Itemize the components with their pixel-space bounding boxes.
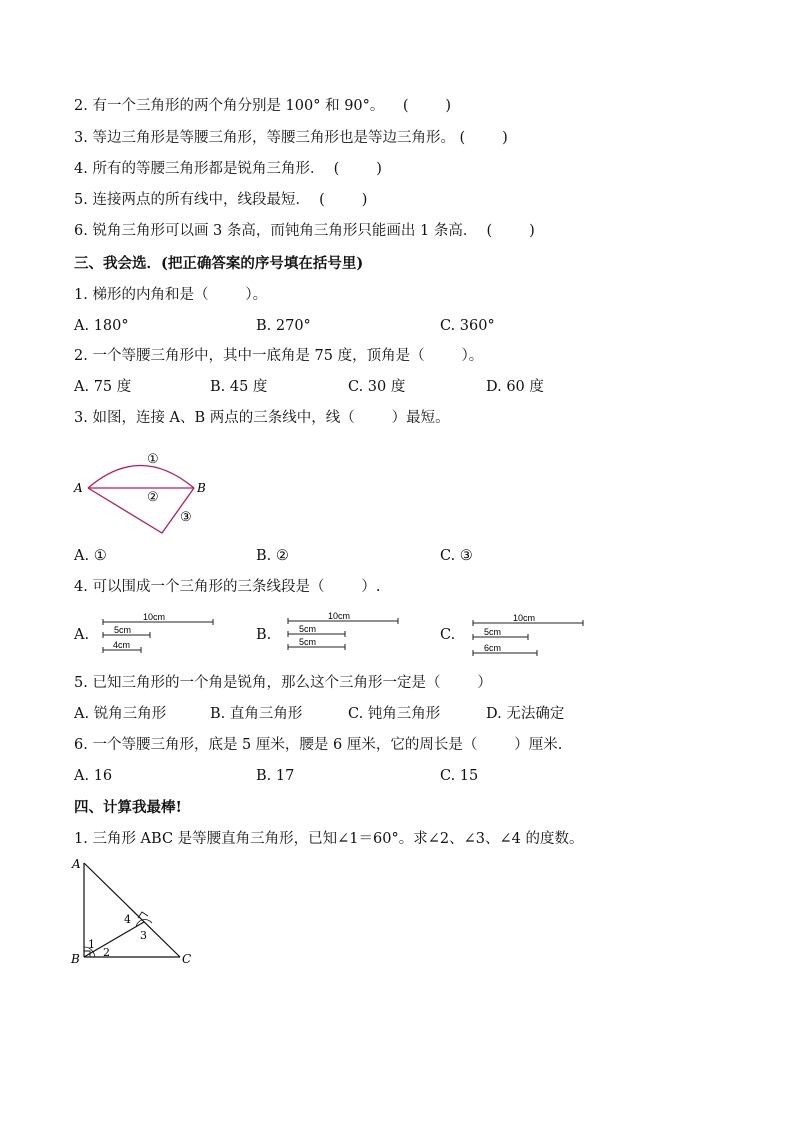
line-2-label: ② <box>147 490 159 505</box>
q3-2-option-a: A. 75 度 <box>74 379 132 395</box>
q3-2-option-d: D. 60 度 <box>486 379 544 395</box>
path-figure <box>70 443 210 538</box>
q3-6-option-a: A. 16 <box>74 768 113 784</box>
q3-4-option-b: B. <box>256 627 272 643</box>
q3-6-option-b: B. 17 <box>256 768 295 784</box>
q3-2-option-b: B. 45 度 <box>210 379 268 395</box>
judge-item-3: 3. 等边三角形是等腰三角形，等腰三角形也是等边三角形。 ( ) <box>74 130 508 146</box>
section4-title: 四、计算我最棒! <box>74 799 182 816</box>
angle-3-label: 3 <box>140 929 147 942</box>
segments-a <box>100 610 220 654</box>
q3-3-option-b: B. ② <box>256 548 289 564</box>
q3-5-option-c: C. 钝角三角形 <box>348 706 441 722</box>
segments-b <box>285 609 405 653</box>
seg-c-2-label: 5cm <box>484 627 502 637</box>
seg-a-2-label: 5cm <box>114 625 132 635</box>
q3-1-text: 1. 梯形的内角和是（ ）。 <box>74 287 268 303</box>
q3-3-option-c: C. ③ <box>440 548 473 564</box>
judge-item-4: 4. 所有的等腰三角形都是锐角三角形． ( ) <box>74 161 382 177</box>
q3-5-text: 5. 已知三角形的一个角是锐角，那么这个三角形一定是（ ） <box>74 675 492 691</box>
point-a-label: A <box>74 481 83 495</box>
q3-5-option-b: B. 直角三角形 <box>210 706 303 722</box>
q3-5-option-d: D. 无法确定 <box>486 706 565 722</box>
point-b-label: B <box>197 481 206 495</box>
q3-3-text: 3. 如图，连接 A、B 两点的三条线中，线（ ）最短。 <box>74 410 450 426</box>
q3-1-option-a: A. 180° <box>74 318 129 334</box>
q3-4-option-c: C. <box>440 627 456 643</box>
q3-4-text: 4. 可以围成一个三角形的三条线段是（ ）. <box>74 579 381 595</box>
q3-5-option-a: A. 锐角三角形 <box>74 706 167 722</box>
q4-1-text: 1. 三角形 ABC 是等腰直角三角形，已知∠1＝60°。求∠2、∠3、∠4 的度数。 <box>74 831 584 847</box>
q3-4-option-a: A. <box>74 627 90 643</box>
vertex-c-label: C <box>182 952 192 966</box>
line-3-label: ③ <box>180 510 192 525</box>
q3-6-text: 6. 一个等腰三角形，底是 5 厘米，腰是 6 厘米，它的周长是（ ）厘米. <box>74 737 563 753</box>
q3-1-option-c: C. 360° <box>440 318 495 334</box>
line-1-label: ① <box>147 452 159 467</box>
q3-2-option-c: C. 30 度 <box>348 379 406 395</box>
q3-3-option-a: A. ① <box>74 548 107 564</box>
angle-4-label: 4 <box>124 913 131 926</box>
q3-1-option-b: B. 270° <box>256 318 311 334</box>
seg-a-1-label: 10cm <box>143 612 166 622</box>
triangle-figure <box>66 855 206 970</box>
q3-6-option-c: C. 15 <box>440 768 479 784</box>
angle-2-label: 2 <box>103 946 110 959</box>
path-line-3 <box>88 488 194 533</box>
vertex-a-label: A <box>72 857 81 871</box>
seg-b-1-label: 10cm <box>328 611 351 621</box>
judge-item-5: 5. 连接两点的所有线中，线段最短． ( ) <box>74 192 368 208</box>
seg-b-2-label: 5cm <box>299 624 317 634</box>
path-line-1 <box>88 466 194 489</box>
seg-c-1-label: 10cm <box>513 613 536 623</box>
seg-a-3-label: 4cm <box>113 640 131 650</box>
judge-item-2: 2. 有一个三角形的两个角分别是 100° 和 90°。 ( ) <box>74 98 452 114</box>
q3-2-text: 2. 一个等腰三角形中，其中一底角是 75 度，顶角是（ ）。 <box>74 348 484 364</box>
section3-title: 三、我会选．(把正确答案的序号填在括号里) <box>74 255 364 272</box>
angle-1-label: 1 <box>88 938 95 951</box>
seg-c-3-label: 6cm <box>484 643 502 653</box>
judge-item-6: 6. 锐角三角形可以画 3 条高，而钝角三角形只能画出 1 条高． ( ) <box>74 223 535 239</box>
vertex-b-label: B <box>71 952 80 966</box>
segments-c <box>470 611 590 657</box>
seg-b-3-label: 5cm <box>299 637 317 647</box>
